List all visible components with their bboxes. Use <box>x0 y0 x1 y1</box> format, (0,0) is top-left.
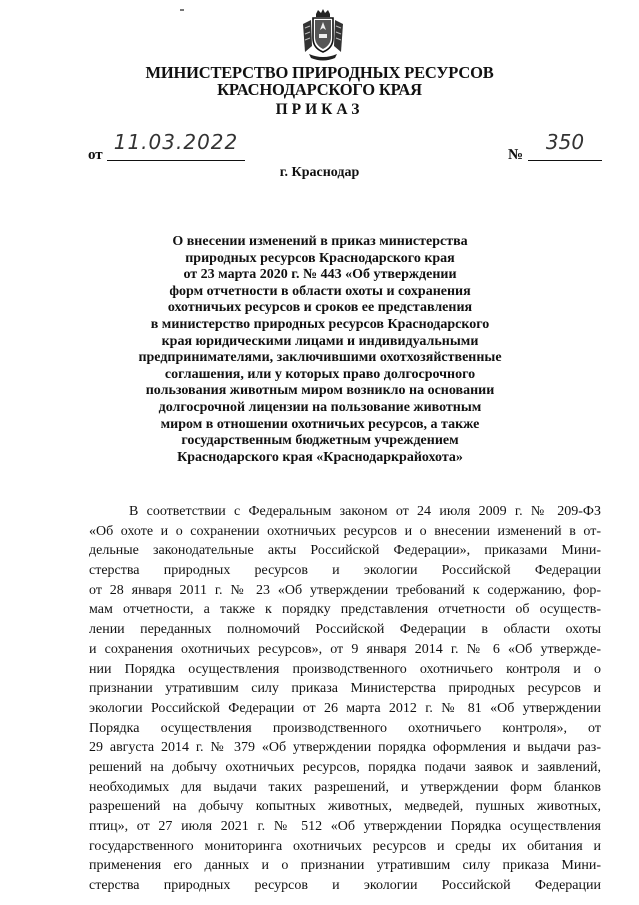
body-line: нии Порядка осуществления производственного охотничьего контроля и о <box>89 661 601 677</box>
subject-line: миром в отношении охотничьих ресурсов, а также <box>160 416 480 432</box>
subject-line: О внесении изменений в приказ министерства <box>172 234 468 249</box>
body-line: лении переданных полномочий Российской Федерации в области охоты <box>89 622 601 638</box>
body-line: Порядка осуществления производственного охотничьего контроля», от <box>89 720 601 736</box>
subject-line: от 23 марта 2020 г. № 443 «Об утверждении <box>183 267 457 283</box>
body-line: признании утратившим силу приказа Министерства природных ресурсов и <box>89 681 601 697</box>
subject-line: предпринимателями, заключившими охотхозяйственные <box>138 350 502 366</box>
coat-of-arms-icon <box>299 8 347 64</box>
body-line: применения его данных и о признании утратившим силу приказа Мини- <box>89 858 601 874</box>
body-line: необходимых для выдачи таких разрешений, и утверждении форм бланков <box>89 779 601 795</box>
body-line: птиц», от 27 июля 2021 г. № 512 «Об утверждении Порядка осуществления <box>89 819 601 834</box>
body-line: решений на добычу охотничьих ресурсов, порядка подачи заявок и заявлений, <box>89 759 601 775</box>
body-line: 29 августа 2014 г. № 379 «Об утверждении порядка оформления и выдачи раз- <box>89 740 601 756</box>
date-value: 11.03.2022 <box>113 130 239 154</box>
subject-line: долгосрочной лицензии на пользование животным <box>158 399 482 415</box>
body-line: «Об охоте и о сохранении охотничьих ресурсов и о внесении изменений в от- <box>89 523 601 539</box>
subject-line: края юридическими лицами и индивидуальными <box>161 333 479 349</box>
document-type-title: ПРИКАЗ <box>275 101 364 118</box>
body-line: мам отчетности, а также к порядку представления отчетности об осуществ- <box>89 602 601 618</box>
subject-line: соглашения, или у которых право долгосрочного <box>164 366 476 382</box>
body-line: от 28 января 2011 г. № 23 «Об утверждении требований к содержанию, фор- <box>89 582 601 598</box>
body-line: стерства природных ресурсов и экологии Российской Федерации <box>89 563 601 579</box>
date-label: от <box>88 147 103 163</box>
body-line: и сохранения охотничьих ресурсов», от 9 января 2014 г. № 6 «Об утвержде- <box>89 641 601 657</box>
ministry-line: КРАСНОДАРСКОГО КРАЯ <box>217 80 422 99</box>
subject-line: в министерство природных ресурсов Краснодарского <box>150 316 490 332</box>
body-line: экологии Российской Федерации от 26 марта 2012 г. № 81 «Об утверждении <box>89 700 601 716</box>
number-label: № <box>508 147 524 163</box>
subject-line: охотничьих ресурсов и сроков ее представления <box>167 300 473 316</box>
order-subject <box>120 234 520 466</box>
ministry-line: МИНИСТЕРСТВО ПРИРОДНЫХ РЕСУРСОВ <box>145 63 494 82</box>
city: г. Краснодар <box>279 165 360 180</box>
subject-line: форм отчетности в области охоты и сохранения <box>169 283 471 299</box>
date-underline <box>107 160 245 161</box>
body-line: стерства природных ресурсов и экологии Российской Федерации <box>89 878 601 894</box>
number-underline <box>528 160 602 161</box>
subject-line: государственным бюджетным учреждением <box>181 433 459 449</box>
scan-speck <box>180 9 184 11</box>
body-line: В соответствии с Федеральным законом от 24 июля 2009 г. № 209-ФЗ <box>129 504 601 519</box>
subject-line: Краснодарского края «Краснодаркрайохота» <box>177 449 463 465</box>
ministry-name <box>0 64 639 98</box>
body-line: разрешений на добычу копытных животных, медведей, пушных животных, <box>89 799 601 815</box>
subject-line: природных ресурсов Краснодарского края <box>185 250 455 266</box>
body-text <box>89 502 601 896</box>
subject-line: пользования животным миром возникло на основании <box>145 383 495 399</box>
number-value: 350 <box>545 130 585 154</box>
body-line: государственного мониторинга охотничьих ресурсов и среды их обитания и <box>89 838 601 854</box>
body-line: дельные законодательные акты Российской Федерации», приказами Мини- <box>89 543 601 559</box>
